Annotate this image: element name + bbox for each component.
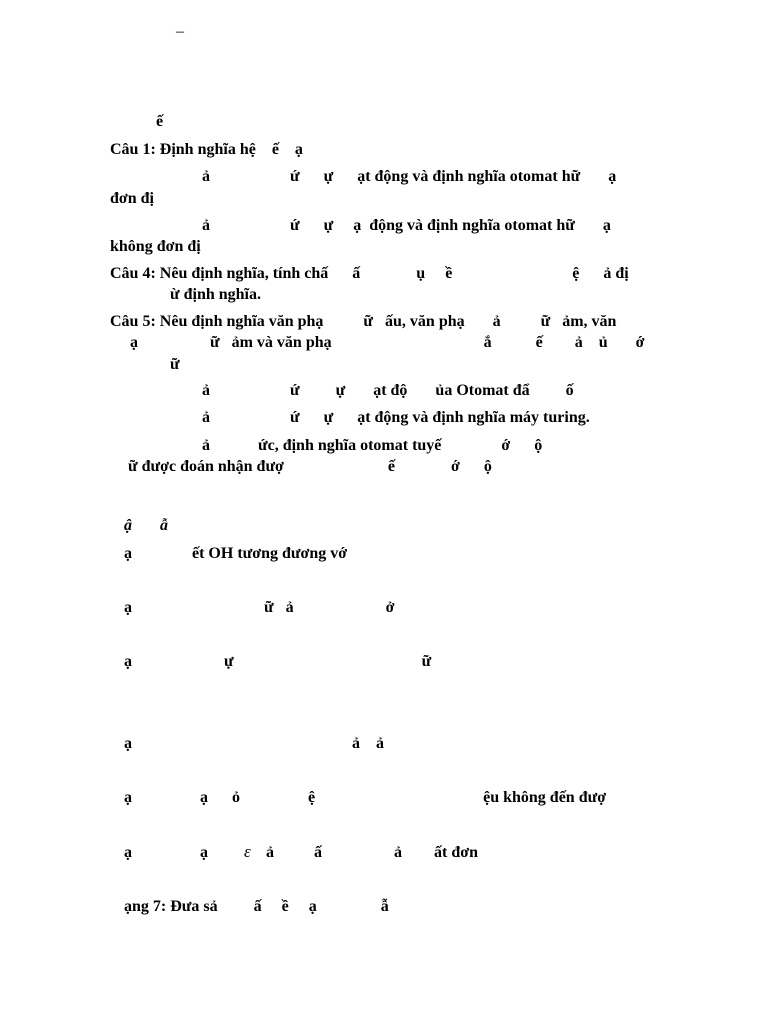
question-3-line-1: ả ứ ự ạ động và định nghĩa otomat hữ ạ xyxy=(202,217,611,234)
section-item-3: ạ ự ữ xyxy=(124,653,432,670)
question-3-line-2: không đơn đị xyxy=(110,238,201,255)
question-4-line-1: Câu 4: Nêu định nghĩa, tính chấ ấ ụ ề ệ ả đị xyxy=(110,265,629,282)
header-fragment: ế xyxy=(156,113,164,130)
section-title: ậ ẫ xyxy=(124,517,168,534)
section-item-6: ạ ạ xyxy=(124,844,208,861)
section-item-2: ạ ữ ả ở xyxy=(124,599,395,616)
question-4-line-2: ừ định nghĩa. xyxy=(170,286,261,303)
question-1: Câu 1: Định nghĩa hệ ế ạ xyxy=(110,141,303,158)
section-item-6-rest: ả ấ ả ất đơn xyxy=(266,844,478,861)
question-2-line-1: ả ứ ự ạt động và định nghĩa otomat hữ ạ xyxy=(202,168,617,185)
question-8-line-1: ả ức, định nghĩa otomat tuyế ớ ộ xyxy=(202,437,543,454)
question-5-line-2: ạ ữ ảm và văn phạ ắ ế ả ủ ớ xyxy=(130,334,645,351)
question-6: ả ứ ự ạt độ ủa Otomat đẩ ố xyxy=(202,382,574,399)
question-5-line-3: ữ xyxy=(170,356,180,373)
section-item-1: ạ ết OH tương đương vớ xyxy=(124,545,348,562)
question-8-line-2: ữ được đoán nhận đượ ế ớ ộ xyxy=(128,458,492,475)
header-dash: – xyxy=(176,23,184,40)
section-item-5: ạ ạ ỏ ệ ệu không đến đượ xyxy=(124,789,607,806)
question-7: ả ứ ự ạt động và định nghĩa máy turing. xyxy=(202,409,590,426)
section-item-6-epsilon: ε xyxy=(244,842,251,861)
question-2-line-2: đơn đị xyxy=(110,190,154,207)
question-5-line-1: Câu 5: Nêu định nghĩa văn phạ ữ ấu, văn phạ ả ữ ảm, văn xyxy=(110,313,617,330)
section-item-7: ạng 7: Đưa sả ấ ề ạ ẫ xyxy=(124,898,389,915)
section-item-4: ạ ả ả xyxy=(124,735,384,752)
